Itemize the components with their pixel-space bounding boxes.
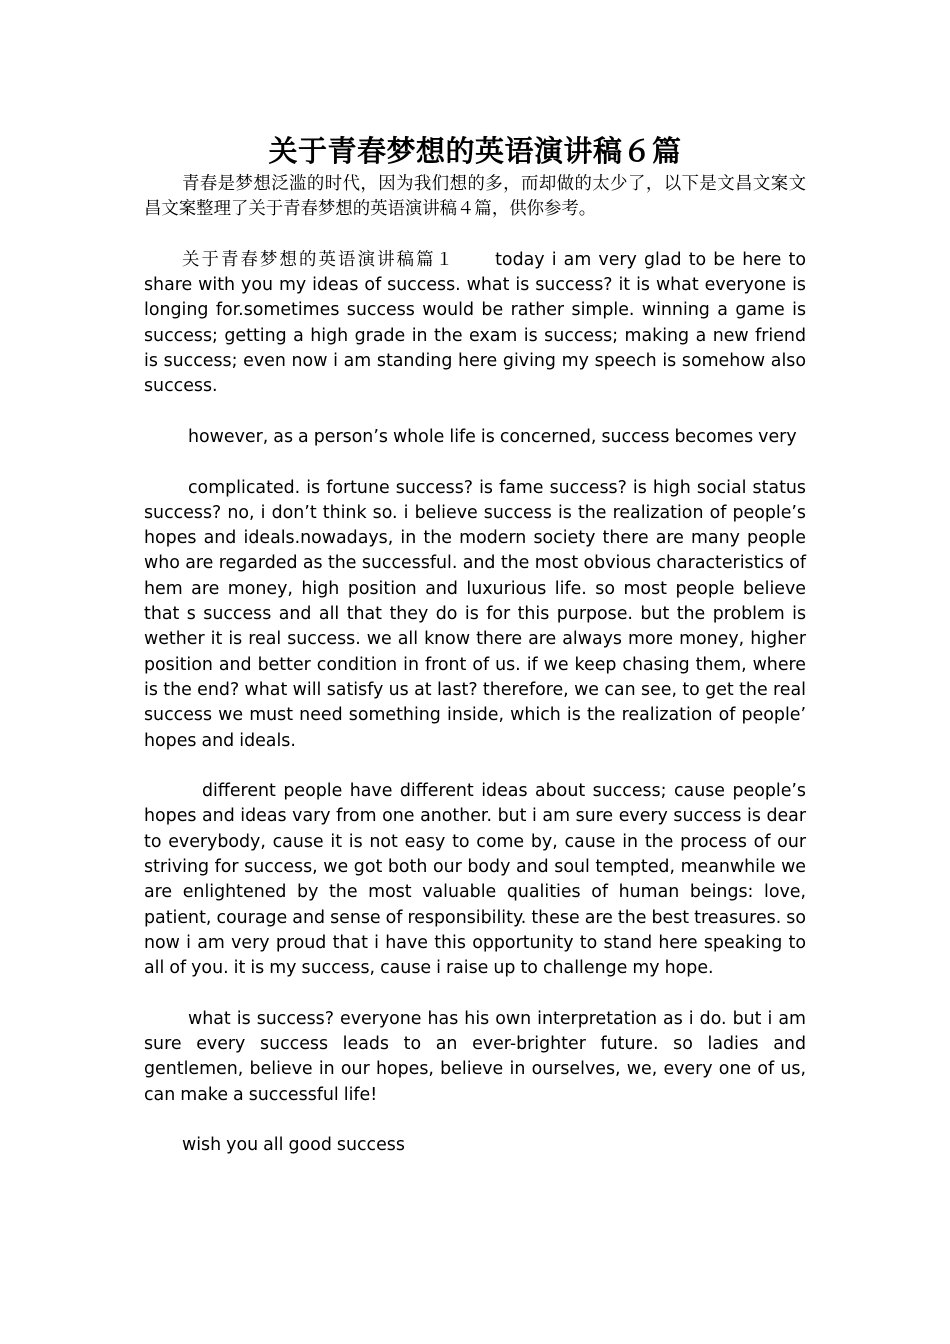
body-paragraph-3: complicated. is fortune success? is fame success? is high social status success? no, i don’t think so. i believe success is the realization of people’s hopes and ideals.nowadays, in the modern society there are many people who are regarded as the successful. and the most obvious characteristics of hem are money, high position and luxurious life. so most people believe that s success and all that they do is for this purpose. but the problem is wether it is real success. we all know there are always more money, higher position and better condition in front of us. if we keep chasing them, where is the end? what will satisfy us at last? therefore, we can see, to get the real success we must need something inside, which is the realization of people’ hopes and ideals.: [144, 477, 806, 751]
document-page: [144, 130, 806, 1159]
spacer: [144, 1108, 806, 1133]
body-paragraph-5: what is success? everyone has his own interpretation as i do. but i am sure every success leads to an ever-brighter future. so ladies and gentlemen, believe in our hopes, believe in ourselves, we, every one of us, can make a successful life!: [144, 1008, 806, 1105]
spacer: [144, 450, 806, 475]
spacer: [144, 754, 806, 779]
spacer: [144, 223, 806, 248]
spacer: [144, 982, 806, 1007]
section-heading: 关于青春梦想的英语演讲稿篇１: [182, 249, 456, 270]
intro-paragraph: 青春是梦想泛滥的时代，因为我们想的多，而却做的太少了，以下是文昌文案文昌文案整理了关于青春梦想的英语演讲稿４篇，供你参考。: [144, 174, 806, 220]
spacer: [144, 400, 806, 425]
body-paragraph-4: different people have different ideas about success; cause people’s hopes and ideas vary from one another. but i am sure every success is dear to everybody, cause it is not easy to come by, cause in the process of our striving for success, we got both our body and soul tempted, meanwhile we are enlightened by the most valuable qualities of human beings: love, patient, courage and sense of responsibility. these are the best treasures. so now i am very proud that i have this opportunity to stand here speaking to all of you. it is my success, cause i raise up to challenge my hope.: [144, 781, 806, 979]
section-1-paragraph: [144, 248, 806, 400]
document-title: 关于青春梦想的英语演讲稿６篇: [268, 134, 682, 168]
body-paragraph-2: however, as a person’s whole life is concerned, success becomes very: [188, 426, 797, 447]
closing-line: wish you all good success: [182, 1135, 405, 1156]
body-paragraph-1: today i am very glad to be here to share with you my ideas of success. what is success? it is what everyone is longing for.sometimes success would be rather simple. winning a game is success; getting a high grade in the exam is success; making a new friend is success; even now i am standing here giving my speech is somehow also success.: [144, 249, 806, 397]
